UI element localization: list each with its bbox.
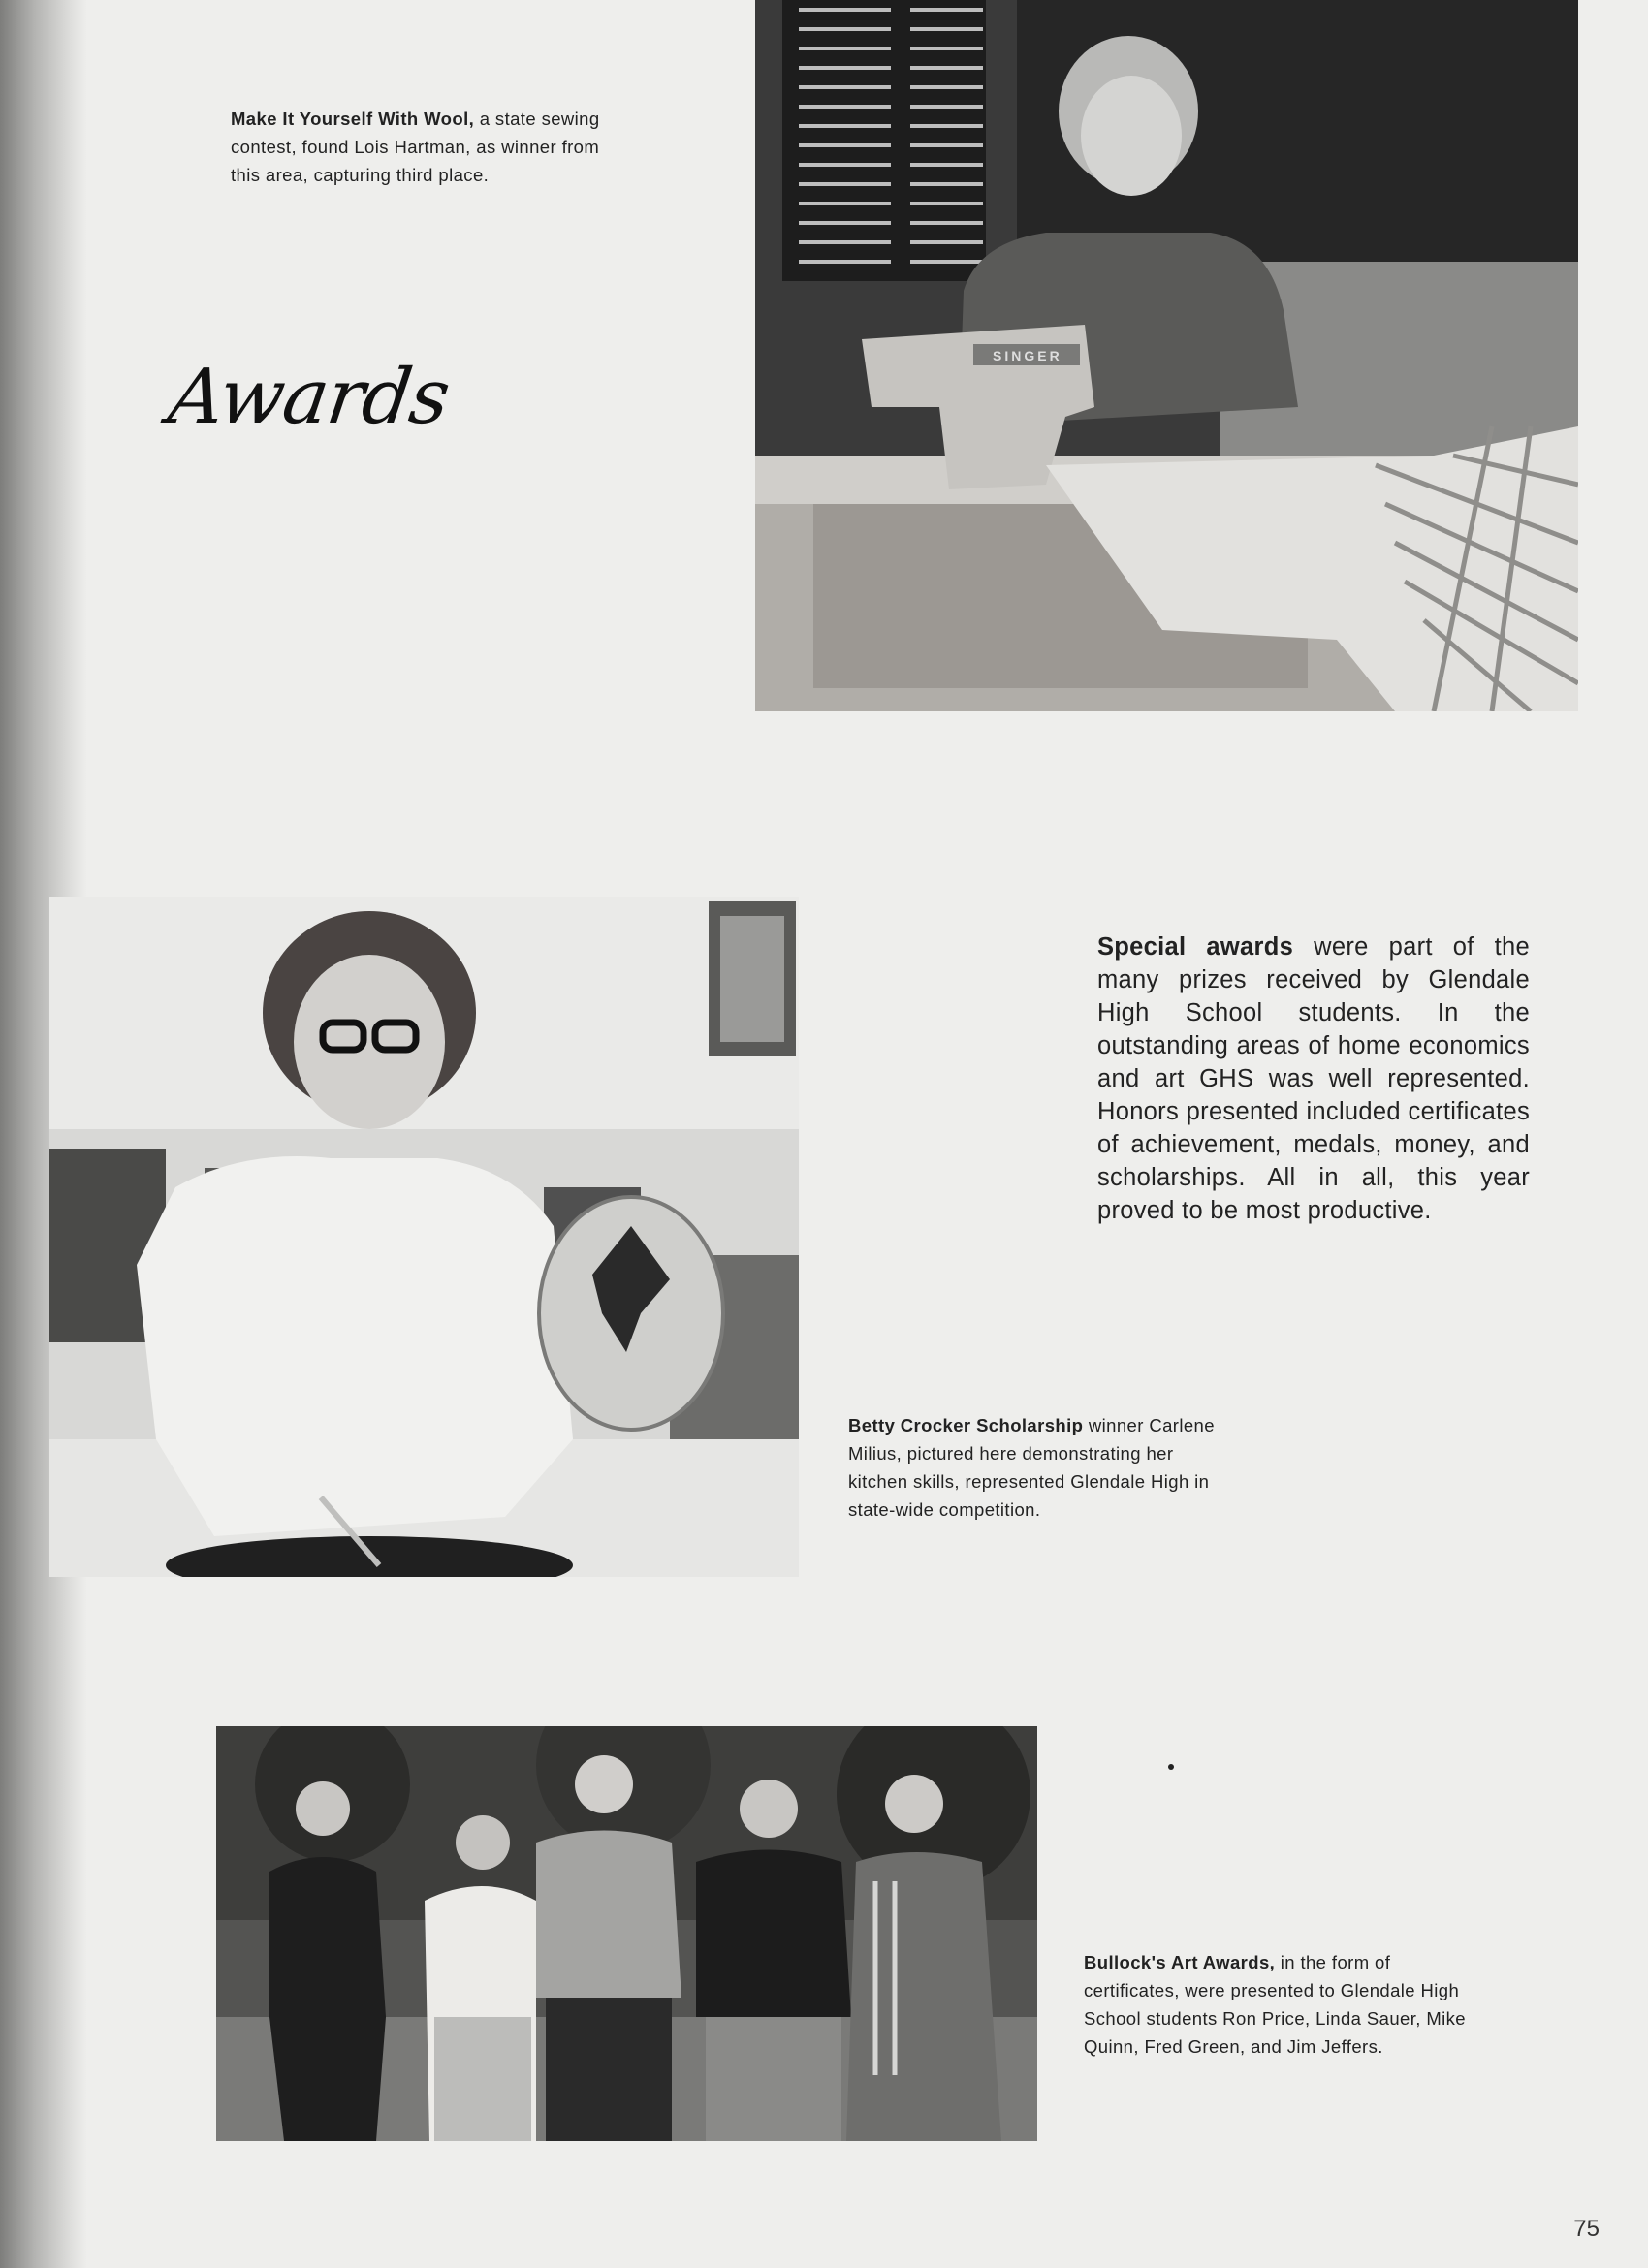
bullocks-caption [1084, 1948, 1472, 2061]
betty-crocker-caption-lead: Betty Crocker Scholarship [848, 1415, 1084, 1435]
wool-caption [231, 105, 614, 189]
betty-crocker-caption-text: winner Carlene Milius, pictured here demonstrating her kitchen skills, represented Glendale High in state-wide competition. [848, 1415, 1215, 1520]
bullocks-caption-lead: Bullock's Art Awards, [1084, 1952, 1276, 1972]
wool-caption-text: a state sewing contest, found Lois Hartman, as winner from this area, capturing third place. [231, 109, 600, 185]
page-number: 75 [1573, 2216, 1600, 2242]
print-speck [1168, 1764, 1174, 1770]
group-photo [216, 1726, 1037, 2141]
sewing-machine-brand: SINGER [993, 348, 1062, 363]
special-awards-body: were part of the many prizes received by Glendale High School students. In the outstanding areas of home economics and art GHS was well represented. Honors presented included certificates of achievement, medals, money, and scholarships. All in all, this year proved to be most productive. [1097, 933, 1530, 1224]
kitchen-photo [49, 897, 799, 1577]
wool-caption-lead: Make It Yourself With Wool, [231, 109, 475, 129]
special-awards-text [1097, 930, 1530, 1227]
betty-crocker-caption [848, 1411, 1236, 1524]
special-awards-lead: Special awards [1097, 933, 1294, 961]
sewing-photo [755, 0, 1578, 711]
bullocks-caption-text: in the form of certificates, were presented to Glendale High School students Ron Price, Linda Sauer, Mike Quinn, Fred Green, and Jim Jeffers. [1084, 1952, 1466, 2057]
page-title: Awards [163, 354, 455, 441]
